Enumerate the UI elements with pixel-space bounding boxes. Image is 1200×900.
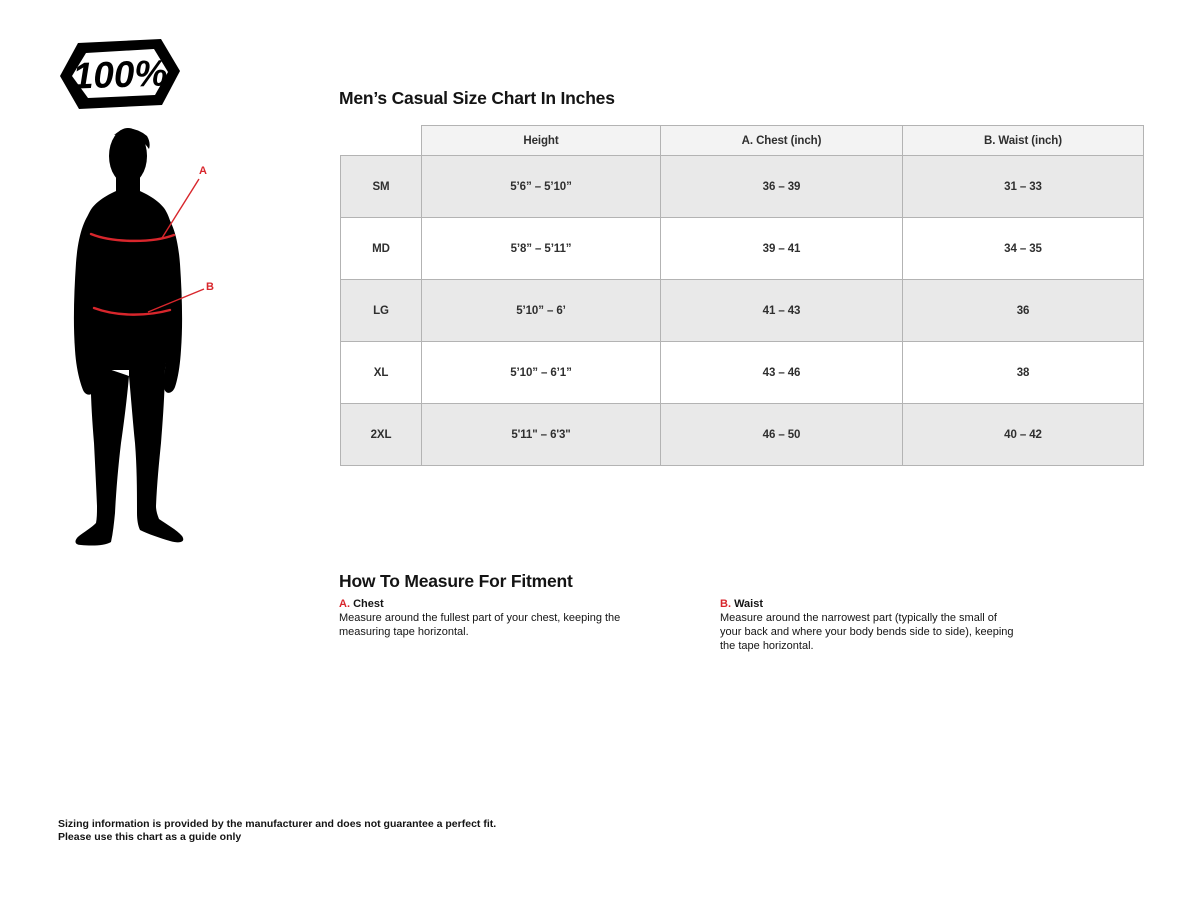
height-cell: 5’6” – 5’10” [422,156,661,218]
waist-cell: 38 [903,342,1144,404]
size-cell: LG [341,280,422,342]
header-waist: B. Waist (inch) [903,126,1144,156]
measure-waist-name: Waist [734,598,763,610]
logo-text: 100% [72,52,169,97]
hundred-percent-logo-icon [58,36,182,112]
measure-waist-label [720,598,1020,610]
waist-cell: 34 – 35 [903,218,1144,280]
header-chest: A. Chest (inch) [661,126,903,156]
measure-chest-block [339,598,635,639]
body-silhouette-icon [58,118,218,548]
waist-cell: 40 – 42 [903,404,1144,466]
chest-leader-line [162,179,199,238]
size-table-body [341,156,1144,466]
measure-waist-prefix: B. [720,598,731,610]
table-row [341,342,1144,404]
header-corner-cell [341,126,422,156]
measure-waist-block [720,598,1020,653]
disclaimer-line-1: Sizing information is provided by the manufacturer and does not guarantee a perfect fit. [58,818,497,830]
measurement-figure [58,118,218,548]
height-cell: 5’10” – 6’1” [422,342,661,404]
measure-chest-description: Measure around the fullest part of your chest, keeping the measuring tape horizontal. [339,612,621,638]
chest-cell: 43 – 46 [661,342,903,404]
header-height: Height [422,126,661,156]
table-header-row [341,126,1144,156]
chest-cell: 41 – 43 [661,280,903,342]
howto-title: How To Measure For Fitment [339,571,573,591]
page-title: Men’s Casual Size Chart In Inches [339,88,615,108]
measure-chest-prefix: A. [339,598,350,610]
height-cell: 5’10” – 6’ [422,280,661,342]
table-row [341,218,1144,280]
measure-waist-description: Measure around the narrowest part (typically the small of your back and where your body bends side to side), keeping the tape horizontal. [720,612,1014,652]
table-row [341,280,1144,342]
height-cell: 5’8” – 5’11” [422,218,661,280]
size-cell: MD [341,218,422,280]
measure-chest-label [339,598,635,610]
figure-label-a: A [199,165,207,177]
disclaimer [58,818,496,844]
table-row [341,156,1144,218]
chest-cell: 46 – 50 [661,404,903,466]
chest-cell: 39 – 41 [661,218,903,280]
disclaimer-line-2: Please use this chart as a guide only [58,831,242,843]
brand-logo [58,36,182,112]
height-cell: 5'11" – 6'3" [422,404,661,466]
size-cell: SM [341,156,422,218]
figure-label-b: B [206,281,214,293]
waist-cell: 36 [903,280,1144,342]
measure-chest-name: Chest [353,598,384,610]
size-cell: XL [341,342,422,404]
table-row [341,404,1144,466]
chest-cell: 36 – 39 [661,156,903,218]
size-cell: 2XL [341,404,422,466]
size-table [340,125,1144,466]
waist-cell: 31 – 33 [903,156,1144,218]
